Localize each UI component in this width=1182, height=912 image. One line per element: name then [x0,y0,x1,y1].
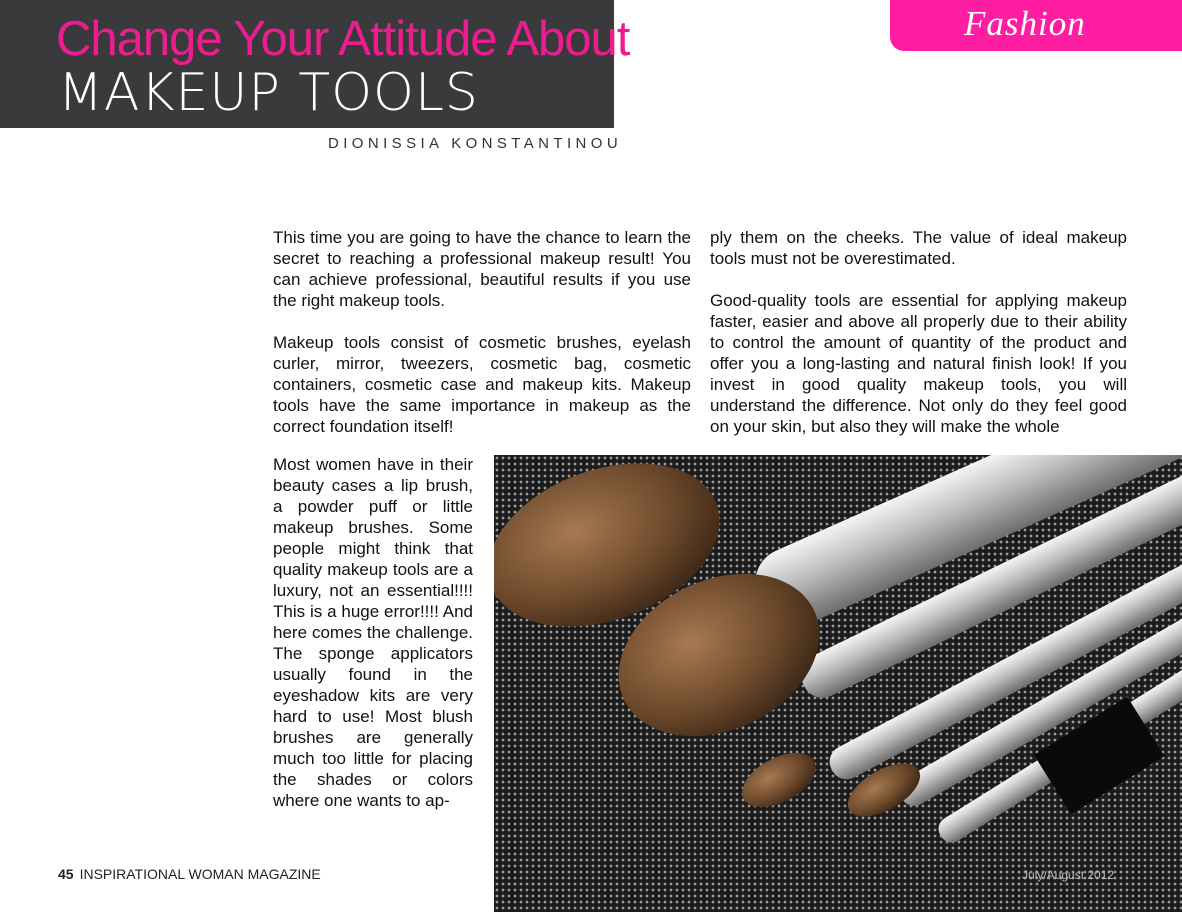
paragraph-beauty-cases: Most women have in their beauty cases a lip brush, a powder puff or little makeup brushes. Some people might think that quality makeup tools are a luxury, not an essential!!!! This is a huge error!!!! And here comes the challenge. The sponge applicators usually found in the eyeshadow kits are very hard to use! Most blush brushes are generally much too little for placing the shades or colors where one wants to ap- [273,455,473,810]
paragraph-cheeks: ply them on the cheeks. The value of ideal makeup tools must not be overestimated. [710,228,1127,268]
makeup-brushes-photo [494,455,1182,912]
page-footer [58,866,321,882]
paragraph-good-quality: Good-quality tools are essential for applying makeup faster, easier and above all properly due to their ability to control the amount of quantity of the product and offer you a long-lasting and natural finish look! If you invest in good quality makeup tools, you will understand the difference. Not only do they feel good on your skin, but also they will make the whole [710,291,1127,436]
paragraph-intro: This time you are going to have the chance to learn the secret to reaching a professional makeup result! You can achieve professional, beautiful results if you use the right makeup tools. [273,228,691,310]
paragraph-tools-list: Makeup tools consist of cosmetic brushes, eyelash curler, mirror, tweezers, cosmetic bag, cosmetic containers, cosmetic case and makeup kits. Makeup tools have the same importance in makeup as the correct foundation itself! [273,333,691,436]
magazine-name: INSPIRATIONAL WOMAN MAGAZINE [79,866,321,882]
title-block [0,0,630,128]
page-number: 45 [58,866,74,882]
author-byline: DIONISSIA KONSTANTINOU [328,135,623,152]
brushes-illustration [494,455,1182,912]
section-label: Fashion [964,4,1086,43]
article-title-line1: Change Your Attitude About [56,12,630,66]
issue-date: July/August 2012 [1022,868,1115,882]
article-title-line2: MAKEUP TOOLS [58,63,479,123]
